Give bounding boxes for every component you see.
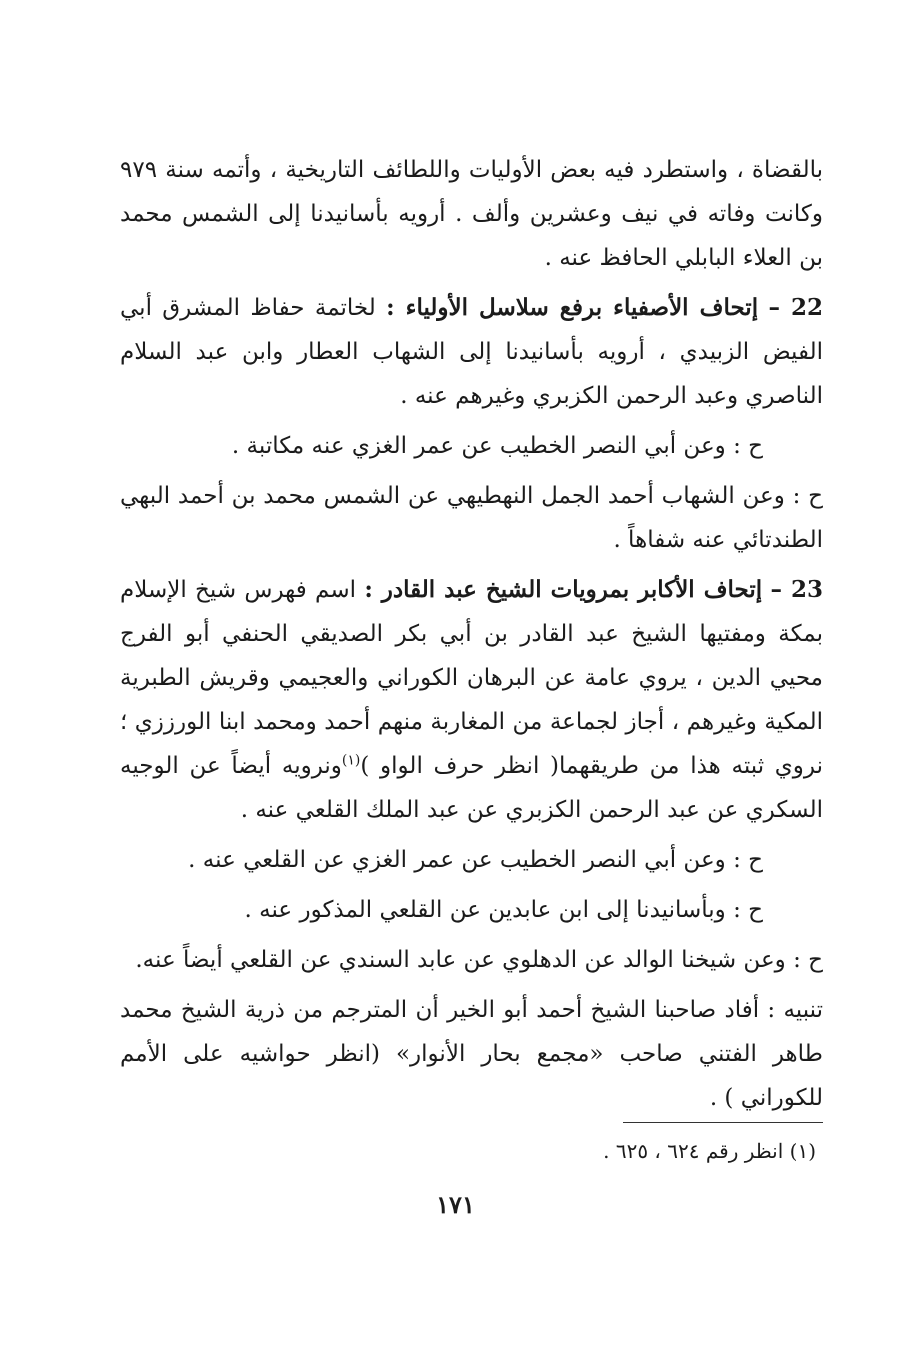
ha-line — [120, 938, 823, 982]
entry-22 — [120, 286, 823, 418]
ha-line — [120, 424, 823, 468]
footnote-marker: (١) — [341, 752, 361, 769]
ha-text: ح : وعن الشهاب أحمد الجمل النهطيهي عن الشمس محمد بن أحمد البهي الطندتائي عنه شفاهاً . — [120, 483, 823, 553]
note-text: تنبيه : أفاد صاحبنا الشيخ أحمد أبو الخير أن المترجم من ذرية الشيخ محمد طاهر الفتني صاحب «مجمع بحار الأنوار» (انظر حواشيه على الأمم للكوراني ) . — [120, 997, 823, 1111]
footnote-divider — [623, 1122, 823, 1123]
note-paragraph — [120, 988, 823, 1120]
footnote: (١) انظر رقم ٦٢٤ ، ٦٢٥ . — [603, 1139, 816, 1163]
entry-number: 23 – — [770, 576, 823, 603]
ha-text: ح : وعن شيخنا الوالد عن الدهلوي عن عابد السندي عن القلعي أيضاً عنه. — [135, 947, 823, 973]
ha-text: ح : وبأسانيدنا إلى ابن عابدين عن القلعي المذكور عنه . — [244, 897, 763, 923]
entry-text: لخاتمة حفاظ المشرق أبي الفيض الزبيدي ، أرويه بأسانيدنا إلى الشهاب العطار وابن عبد السلام الناصري وعبد الرحمن الكزبري وغيرهم عنه . — [120, 295, 823, 409]
paragraph-intro — [120, 148, 823, 280]
entry-heading: إتحاف الأصفياء برفع سلاسل الأولياء : — [386, 294, 759, 321]
entry-text: اسم فهرس شيخ الإسلام بمكة ومفتيها الشيخ عبد القادر بن أبي بكر الصديقي الحنفي أبو الفرج محيي الدين ، يروي عامة عن البرهان الكوراني والعجيمي وقريش الطبرية المكية وغيرهم ، أجاز لجماعة من المغاربة منهم أحمد ومحمد ابنا الورززي ؛ نروي ثبته هذا من طريقهما( انظر حرف الواو ) — [120, 577, 824, 779]
ha-text: ح : وعن أبي النصر الخطيب عن عمر الغزي عن القلعي عنه . — [188, 847, 763, 873]
entry-heading: إتحاف الأكابر بمرويات الشيخ عبد القادر : — [364, 576, 763, 603]
ha-line — [120, 888, 823, 932]
page-body — [120, 148, 823, 1188]
page-number: ١٧١ — [436, 1190, 475, 1219]
paragraph-text: بالقضاة ، واستطرد فيه بعض الأوليات واللطائف التاريخية ، وأتمه سنة ٩٧٩ وكانت وفاته في نيف وعشرين وألف . أرويه بأسانيدنا إلى الشمس محمد بن العلاء البابلي الحافظ عنه . — [120, 157, 823, 271]
ha-line-long — [120, 474, 823, 562]
ha-line — [120, 838, 823, 882]
entry-23 — [120, 568, 823, 832]
entry-text-continued: ونرويه أيضاً عن الوجيه السكري عن عبد الرحمن الكزبري عن عبد الملك القلعي عنه . — [120, 753, 823, 823]
ha-text: ح : وعن أبي النصر الخطيب عن عمر الغزي عنه مكاتبة . — [231, 433, 763, 459]
entry-number: 22 – — [768, 294, 824, 321]
